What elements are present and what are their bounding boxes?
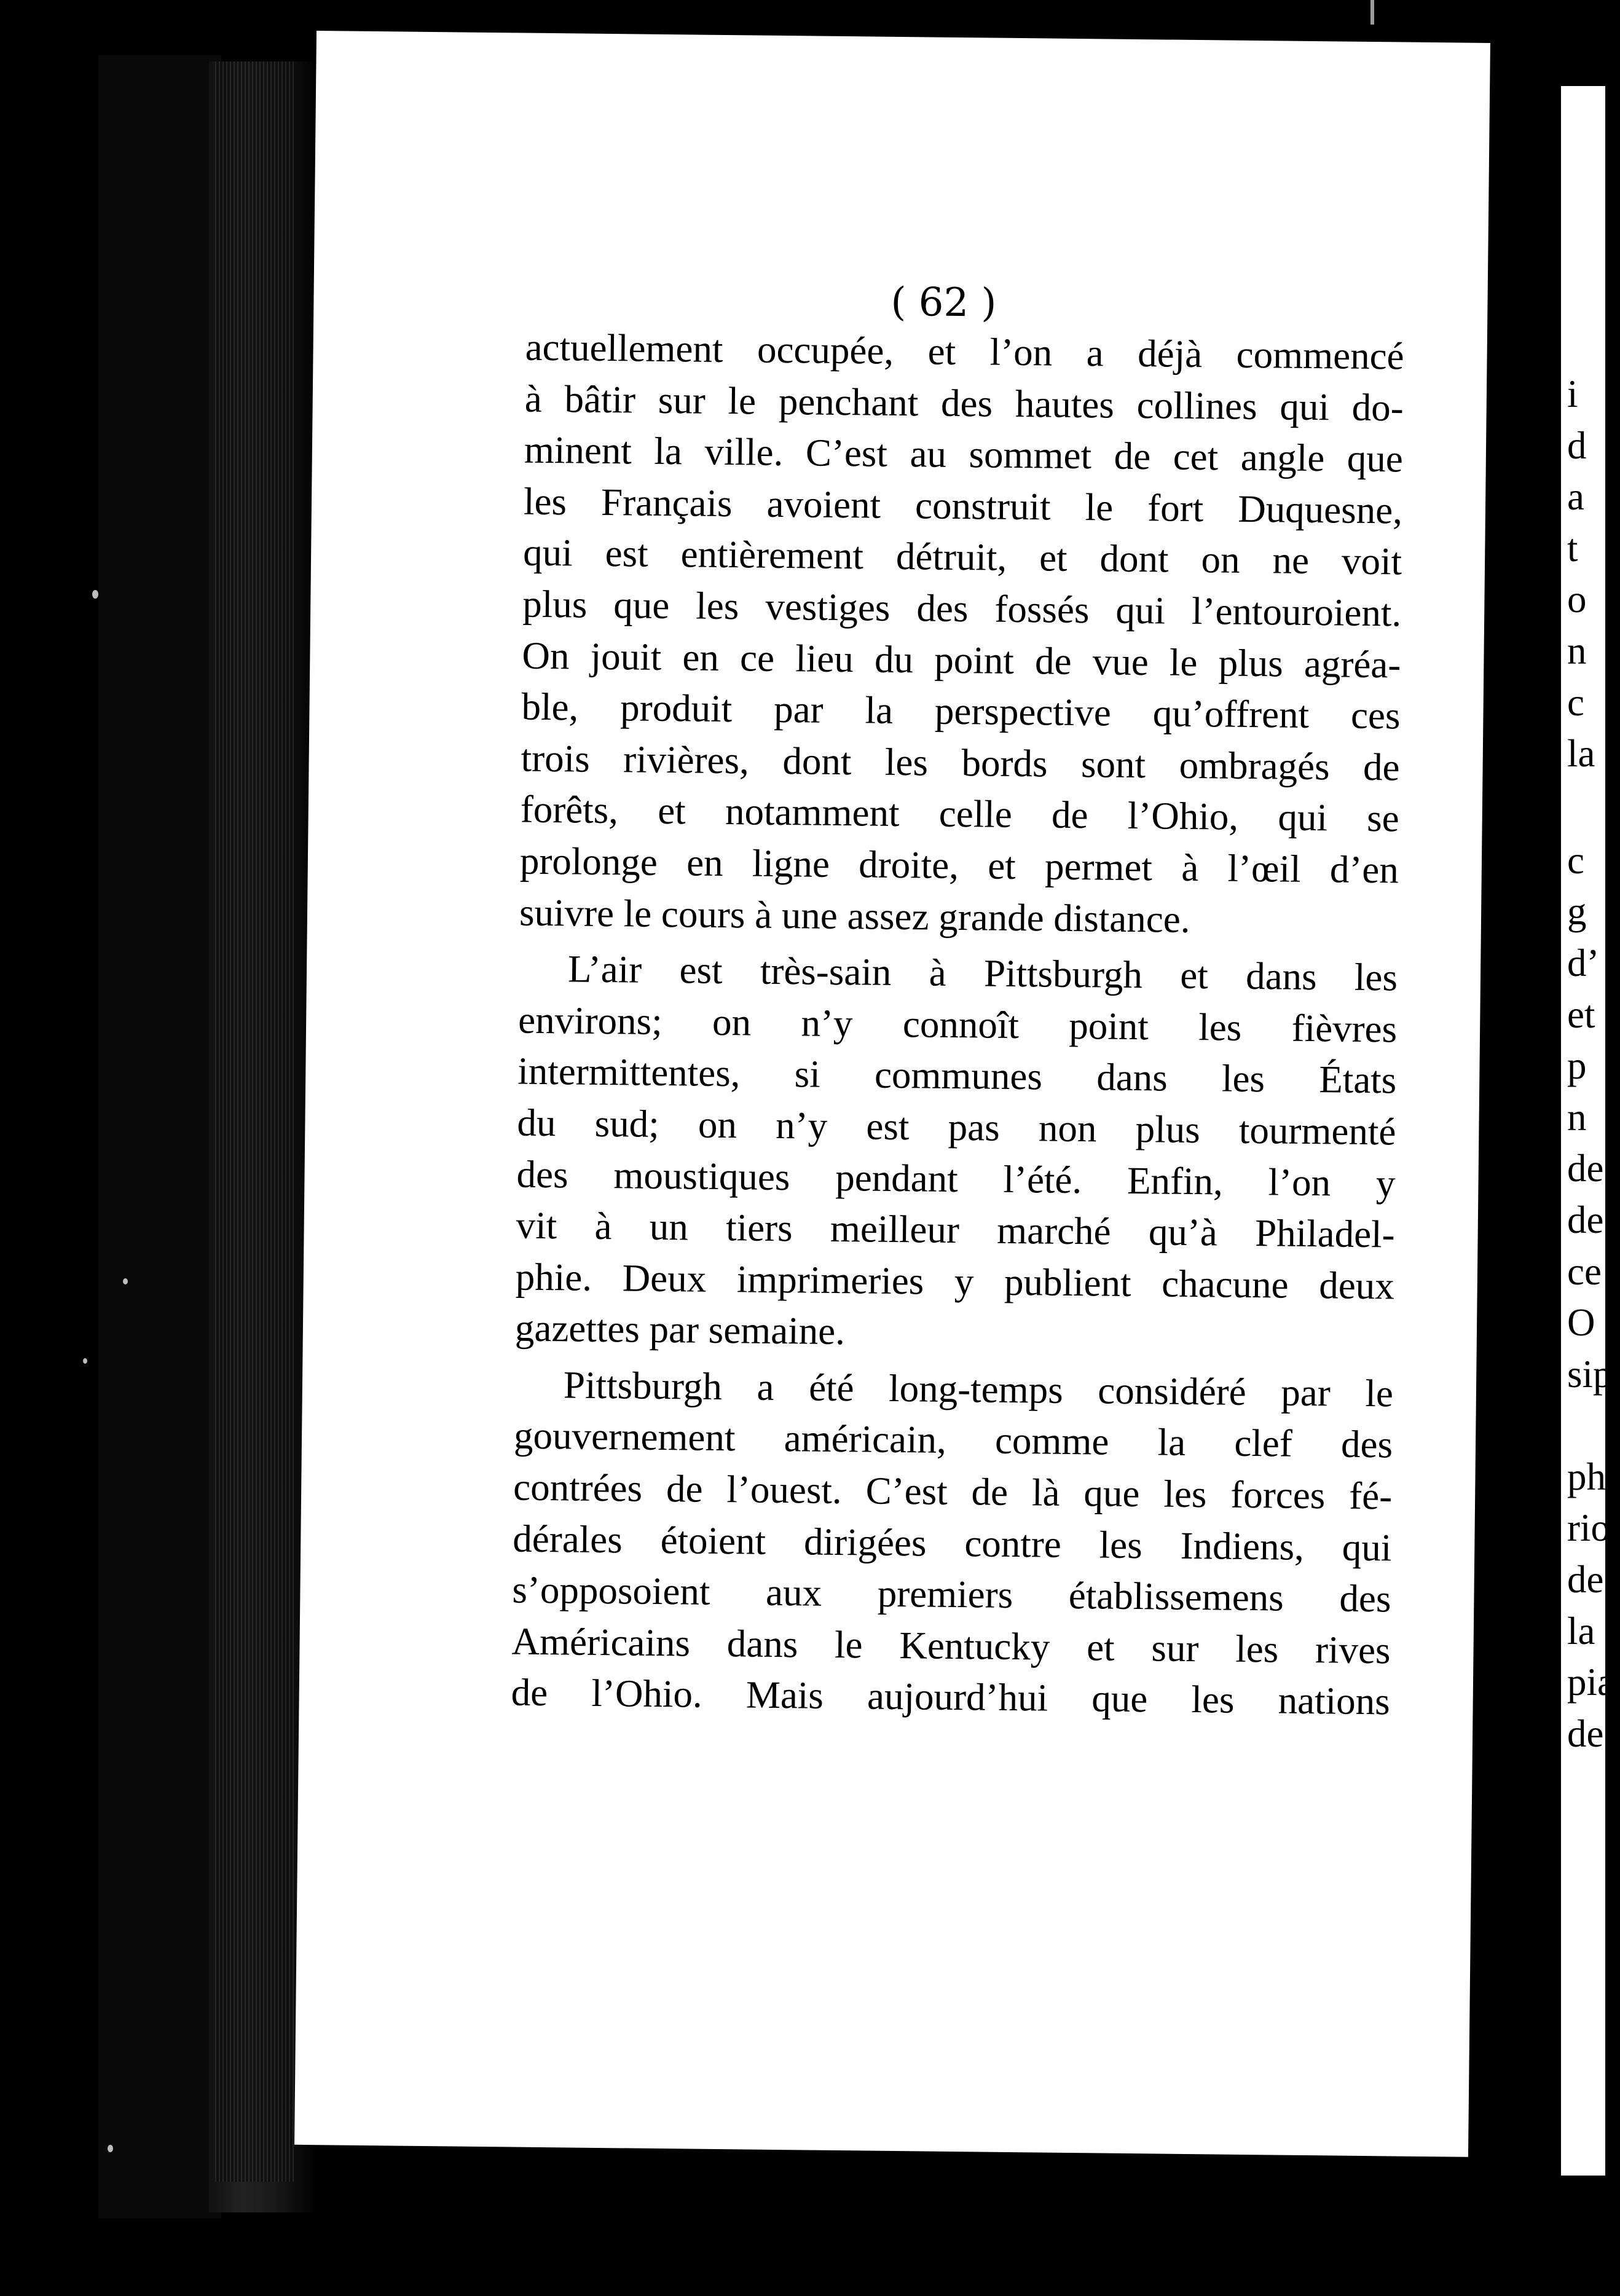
adjacent-line: d’ <box>1567 941 1600 985</box>
text-line: dérales étoient dirigées contre les Indiens, qui <box>513 1517 1392 1570</box>
text-line: des moustiques pendant l’été. Enfin, l’on y <box>516 1152 1396 1205</box>
adjacent-line: ce <box>1567 1249 1602 1293</box>
adjacent-line: et <box>1567 993 1595 1036</box>
text-line: s’opposoient aux premiers établissemens des <box>512 1568 1391 1621</box>
text-line: intermittentes, si communes dans les États <box>517 1049 1397 1102</box>
adjacent-line: de <box>1567 1147 1604 1190</box>
dust-speck <box>123 1278 128 1284</box>
dust-speck <box>83 1358 87 1364</box>
text-line: à bâtir sur le penchant des hautes collines qui do- <box>524 377 1404 430</box>
adjacent-line: sip <box>1567 1352 1613 1396</box>
book-spine-shadow <box>98 55 221 2219</box>
adjacent-line: p <box>1567 1044 1587 1088</box>
adjacent-line: t <box>1567 526 1578 570</box>
page-number: ( 62 ) <box>891 279 997 326</box>
text-line: actuellement occupée, et l’on a déjà commencé <box>525 325 1404 378</box>
scan-mark <box>1370 0 1374 25</box>
text-line: On jouit en ce lieu du point de vue le plus agréa- <box>522 634 1401 686</box>
adjacent-line: rio <box>1567 1506 1610 1550</box>
text-line: Pittsburgh a été long-temps considéré par le <box>563 1363 1394 1415</box>
text-line: trois rivières, dont les bords sont ombragés de <box>521 736 1400 789</box>
page-body-text <box>511 322 1404 1728</box>
text-line: gouvernement américain, comme la clef des <box>513 1413 1393 1466</box>
adjacent-line: d <box>1567 423 1587 467</box>
text-line: L’air est très-sain à Pittsburgh et dans les <box>567 947 1398 999</box>
adjacent-line: i <box>1567 372 1578 415</box>
adjacent-gap <box>1567 780 1620 835</box>
adjacent-line: c <box>1567 838 1584 882</box>
adjacent-line: c <box>1567 680 1584 724</box>
adjacent-line: n <box>1567 1095 1587 1139</box>
text-line: Américains dans le Kentucky et sur les rives <box>511 1619 1391 1672</box>
adjacent-line: la <box>1567 732 1595 776</box>
text-line: prolonge en ligne droite, et permet à l’œil d’en <box>519 839 1399 892</box>
adjacent-line: la s <box>1567 1609 1620 1653</box>
adjacent-line: de <box>1567 1558 1604 1602</box>
adjacent-line: a <box>1567 475 1584 519</box>
page-stack-lines <box>215 61 295 2182</box>
adjacent-line <box>1567 1400 1620 1452</box>
adjacent-line: n <box>1567 629 1587 672</box>
adjacent-line: pia <box>1567 1661 1614 1704</box>
book-page <box>294 31 1490 2157</box>
adjacent-line: ph <box>1567 1455 1606 1498</box>
text-line: ble, produit par la perspective qu’offrent ces <box>521 685 1401 737</box>
adjacent-line: de <box>1567 1198 1604 1241</box>
dust-speck <box>108 2145 113 2152</box>
adjacent-page-border <box>1549 80 1561 2182</box>
text-line: vit à un tiers meilleur marché qu’à Philadel- <box>516 1203 1396 1256</box>
adjacent-page-text <box>1567 369 1620 1759</box>
adjacent-line: g <box>1567 890 1587 934</box>
adjacent-line: de <box>1567 1712 1604 1755</box>
adjacent-page-fragment <box>1561 86 1620 2176</box>
text-line: phie. Deux imprimeries y publient chacune deux <box>515 1255 1395 1308</box>
adjacent-line: o <box>1567 578 1587 621</box>
text-line: plus que les vestiges des fossés qui l’entouroient. <box>522 582 1402 635</box>
text-line: contrées de l’ouest. C’est de là que les forces fé- <box>513 1465 1393 1518</box>
text-line: qui est entièrement détruit, et dont on ne voit <box>522 530 1402 583</box>
adjacent-line: O <box>1567 1301 1595 1345</box>
text-line: les Français avoient construit le fort Duquesne, <box>523 479 1403 532</box>
text-line: suivre le cours à une assez grande distance. <box>519 890 1190 941</box>
text-line: forêts, et notamment celle de l’Ohio, qui se <box>520 787 1400 840</box>
text-line: gazettes par semaine. <box>514 1306 846 1353</box>
text-line: environs; on n’y connoît point les fièvres <box>517 998 1398 1051</box>
text-line: de l’Ohio. Mais aujourd’hui que les nations <box>511 1670 1391 1723</box>
dust-speck <box>92 590 98 599</box>
text-line: du sud; on n’y est pas non plus tourmenté <box>517 1101 1396 1154</box>
text-line: minent la ville. C’est au sommet de cet angle que <box>524 428 1404 481</box>
